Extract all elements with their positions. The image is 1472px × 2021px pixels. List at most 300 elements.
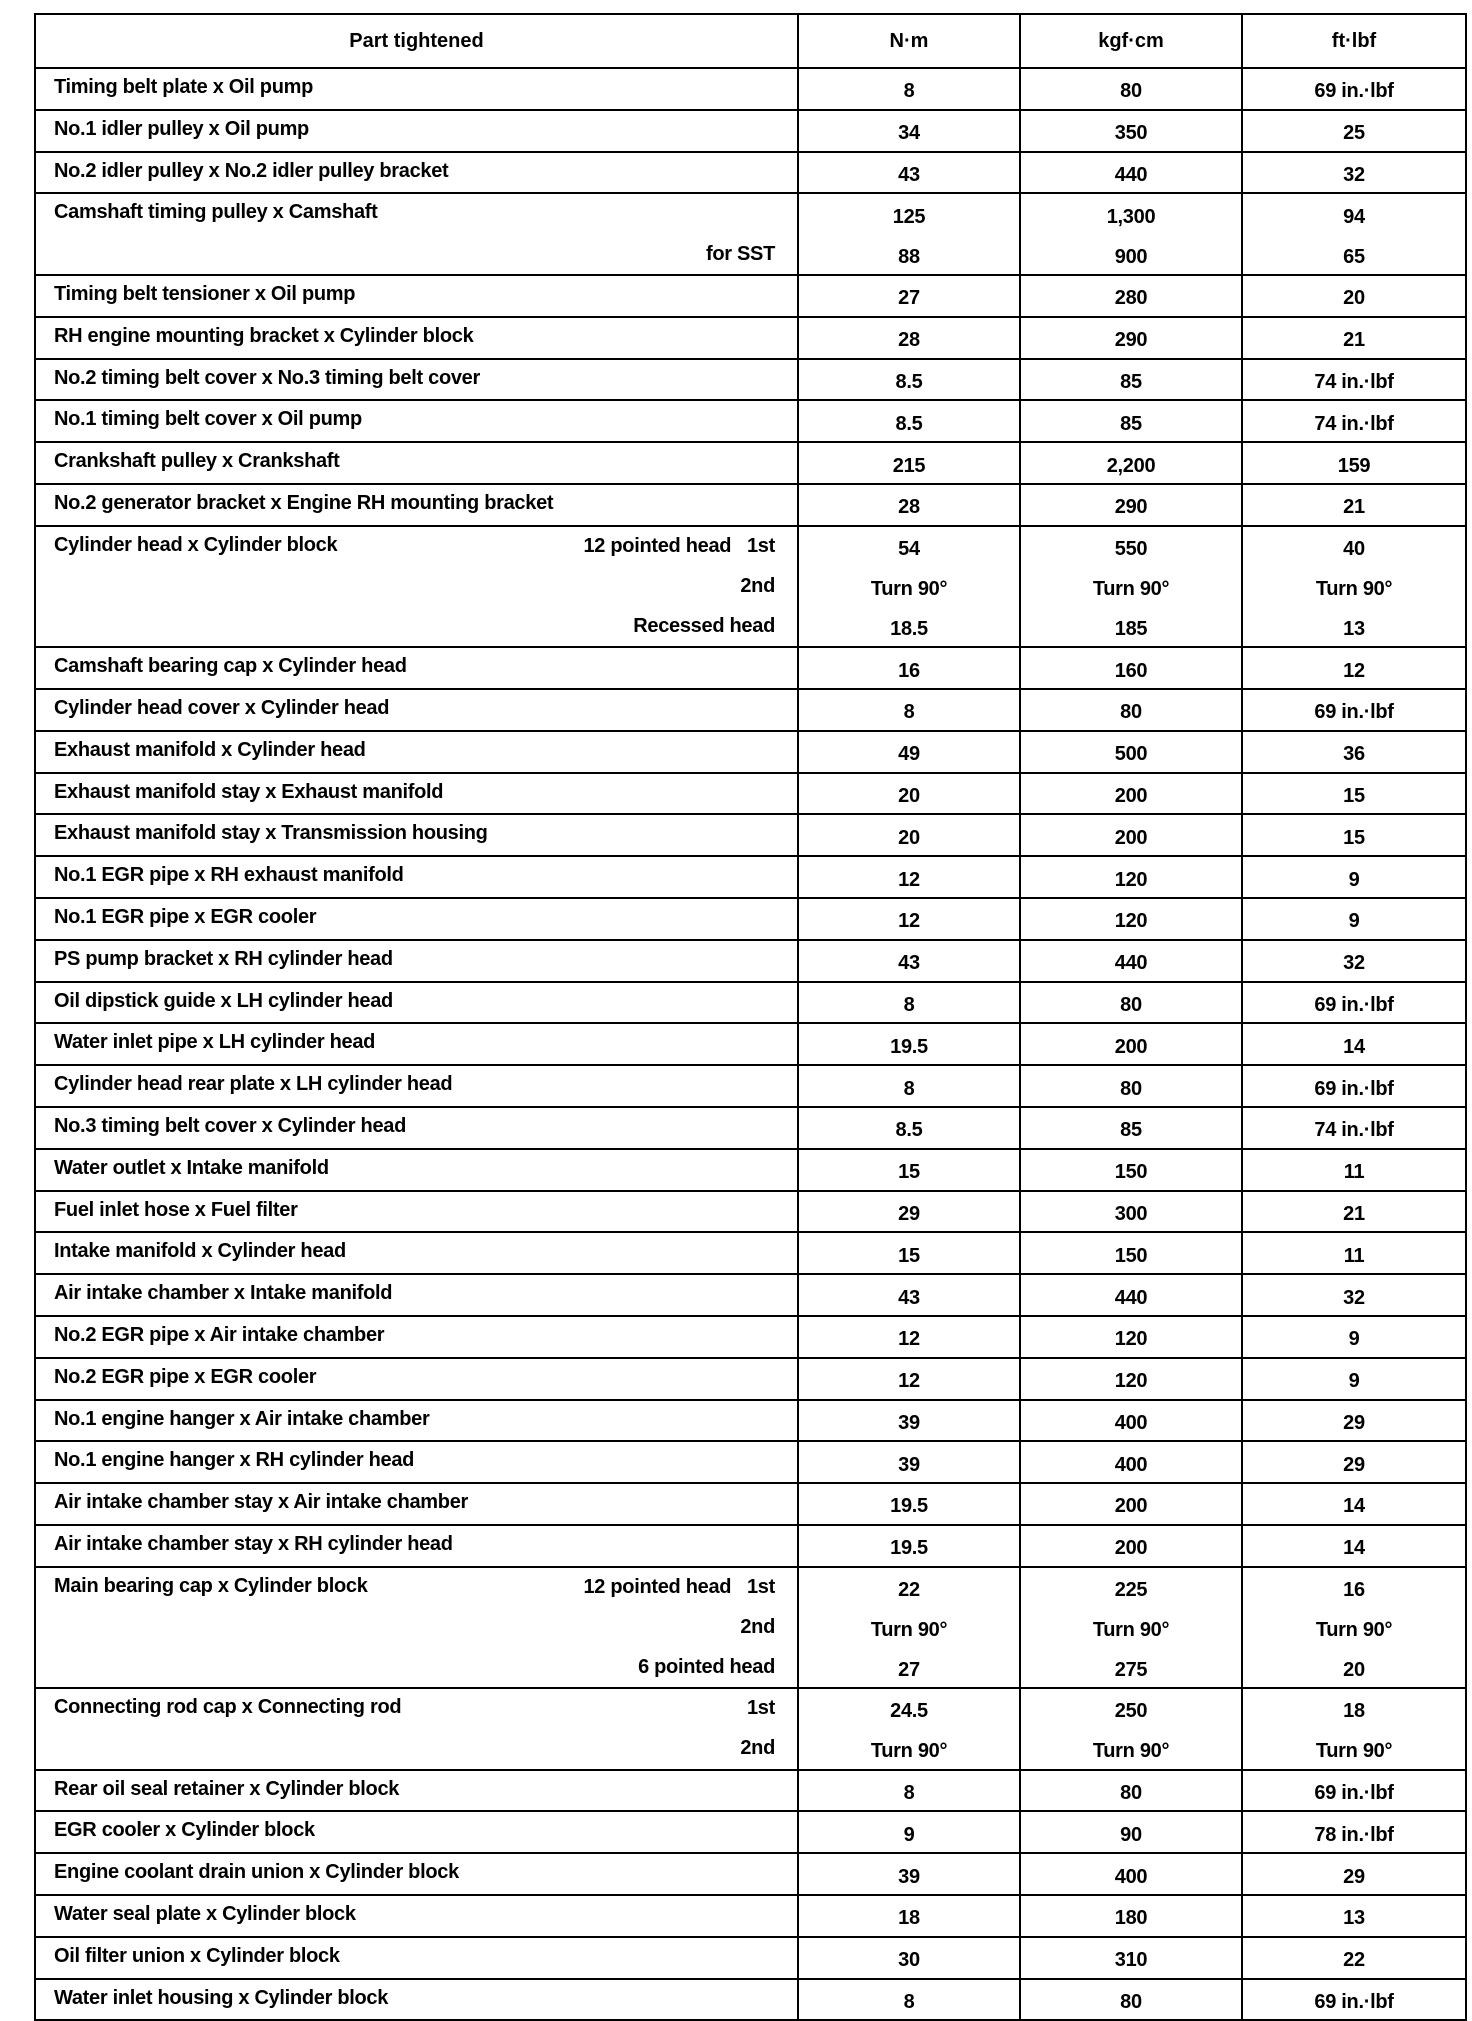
part-cell	[36, 1275, 799, 1315]
part-name: Water inlet housing x Cylinder block	[54, 1986, 389, 2009]
nm-cell	[799, 1980, 1021, 2020]
part-name: Air intake chamber stay x Air intake chamber	[54, 1491, 469, 1514]
kgf-cm-value: 80	[1120, 1991, 1142, 2014]
nm-value: 215	[892, 454, 926, 477]
kgf-cm-value: 90	[1120, 1823, 1142, 1846]
ft-lbf-value: 78 in.·lbf	[1314, 1823, 1394, 1846]
ft-lbf-cell	[1243, 1484, 1465, 1524]
table-row	[36, 983, 1465, 1025]
part-name: Air intake chamber x Intake manifold	[54, 1282, 393, 1305]
kgf-cm-cell	[1021, 111, 1243, 151]
kgf-cm-value: 400	[1114, 1411, 1148, 1434]
kgf-cm-cell	[1021, 276, 1243, 316]
table-row	[36, 774, 1465, 816]
part-name: Oil filter union x Cylinder block	[54, 1944, 340, 1967]
part-cell	[36, 732, 799, 772]
ft-lbf-cell	[1243, 983, 1465, 1023]
part-cell	[36, 1812, 799, 1852]
part-sub-label: 2nd	[740, 1615, 775, 1638]
table-row	[36, 276, 1465, 318]
part-name: RH engine mounting bracket x Cylinder block	[54, 324, 474, 347]
table-row	[36, 527, 1465, 648]
part-cell	[36, 1526, 799, 1566]
nm-cell	[799, 774, 1021, 814]
nm-value: 8.5	[895, 1119, 923, 1142]
ft-lbf-value: 94	[1343, 205, 1365, 228]
nm-value: 27	[898, 287, 920, 310]
kgf-cm-value: 180	[1114, 1907, 1148, 1930]
kgf-cm-value: Turn 90°	[1092, 1740, 1170, 1763]
ft-lbf-value: 14	[1343, 1537, 1365, 1560]
ft-lbf-cell	[1243, 1980, 1465, 2020]
nm-value: 39	[898, 1453, 920, 1476]
nm-cell	[799, 443, 1021, 483]
ft-lbf-cell	[1243, 690, 1465, 730]
part-cell	[36, 1150, 799, 1190]
ft-lbf-cell	[1243, 1526, 1465, 1566]
part-name: No.2 EGR pipe x Air intake chamber	[54, 1323, 385, 1346]
ft-lbf-value: 9	[1348, 1328, 1360, 1351]
table-row	[36, 899, 1465, 941]
table-row	[36, 1150, 1465, 1192]
nm-value: Turn 90°	[870, 1740, 948, 1763]
nm-cell	[799, 401, 1021, 441]
part-name: Cylinder head rear plate x LH cylinder head	[54, 1073, 453, 1096]
part-cell	[36, 318, 799, 358]
table-row	[36, 443, 1465, 485]
ft-lbf-cell	[1243, 1066, 1465, 1106]
nm-value: 8	[903, 1077, 915, 1100]
ft-lbf-value: 32	[1343, 1286, 1365, 1309]
nm-value: 88	[898, 245, 920, 268]
kgf-cm-value: 200	[1114, 1495, 1148, 1518]
nm-cell	[799, 1359, 1021, 1399]
kgf-cm-cell	[1021, 1275, 1243, 1315]
table-row	[36, 1938, 1465, 1980]
nm-value: 12	[898, 910, 920, 933]
ft-lbf-value: 159	[1337, 454, 1371, 477]
part-name: Water seal plate x Cylinder block	[54, 1903, 356, 1926]
part-name: No.2 idler pulley x No.2 idler pulley bracket	[54, 159, 449, 182]
nm-value: 43	[898, 952, 920, 975]
kgf-cm-cell	[1021, 1812, 1243, 1852]
part-cell	[36, 1442, 799, 1482]
ft-lbf-value: 14	[1343, 1035, 1365, 1058]
kgf-cm-value: 200	[1114, 1035, 1148, 1058]
part-name: Timing belt tensioner x Oil pump	[54, 282, 356, 305]
part-cell	[36, 111, 799, 151]
nm-cell	[799, 1812, 1021, 1852]
table-row	[36, 732, 1465, 774]
kgf-cm-cell	[1021, 1024, 1243, 1064]
part-name: Cylinder head x Cylinder block	[54, 533, 338, 556]
ft-lbf-cell	[1243, 153, 1465, 193]
kgf-cm-value: 80	[1120, 1077, 1142, 1100]
nm-cell	[799, 1066, 1021, 1106]
nm-value: 30	[898, 1949, 920, 1972]
ft-lbf-cell	[1243, 443, 1465, 483]
ft-lbf-value: 32	[1343, 163, 1365, 186]
kgf-cm-cell	[1021, 1066, 1243, 1106]
part-name: No.1 engine hanger x Air intake chamber	[54, 1407, 430, 1430]
ft-lbf-value: 13	[1343, 1907, 1365, 1930]
part-cell	[36, 690, 799, 730]
part-cell	[36, 1359, 799, 1399]
table-row	[36, 648, 1465, 690]
nm-value: 19.5	[890, 1035, 928, 1058]
ft-lbf-value: 29	[1343, 1411, 1365, 1434]
table-row	[36, 857, 1465, 899]
kgf-cm-cell	[1021, 1442, 1243, 1482]
kgf-cm-cell	[1021, 774, 1243, 814]
part-name: No.2 generator bracket x Engine RH mounting bracket	[54, 491, 554, 514]
part-cell	[36, 648, 799, 688]
nm-value: 19.5	[890, 1537, 928, 1560]
part-cell	[36, 1192, 799, 1232]
ft-lbf-cell	[1243, 941, 1465, 981]
nm-value: 29	[898, 1202, 920, 1225]
ft-lbf-value: 22	[1343, 1949, 1365, 1972]
ft-lbf-value: 20	[1343, 287, 1365, 310]
ft-lbf-value: 9	[1348, 868, 1360, 891]
nm-cell	[799, 1233, 1021, 1273]
part-name: Exhaust manifold stay x Transmission housing	[54, 822, 488, 845]
table-row	[36, 1526, 1465, 1568]
ft-lbf-value: 18	[1343, 1700, 1365, 1723]
kgf-cm-value: 290	[1114, 496, 1148, 519]
table-row	[36, 941, 1465, 983]
kgf-cm-value: 185	[1114, 617, 1148, 640]
kgf-cm-cell	[1021, 1689, 1243, 1769]
ft-lbf-value: 69 in.·lbf	[1314, 80, 1394, 103]
nm-value: 43	[898, 163, 920, 186]
nm-cell	[799, 111, 1021, 151]
kgf-cm-cell	[1021, 690, 1243, 730]
nm-value: 8	[903, 1782, 915, 1805]
ft-lbf-value: 29	[1343, 1453, 1365, 1476]
kgf-cm-cell	[1021, 1108, 1243, 1148]
part-cell	[36, 1317, 799, 1357]
nm-cell	[799, 1442, 1021, 1482]
kgf-cm-cell	[1021, 194, 1243, 274]
kgf-cm-value: 1,300	[1106, 205, 1156, 228]
ft-lbf-cell	[1243, 111, 1465, 151]
kgf-cm-cell	[1021, 983, 1243, 1023]
nm-cell	[799, 1401, 1021, 1441]
nm-cell	[799, 815, 1021, 855]
part-cell	[36, 1066, 799, 1106]
nm-value: 24.5	[890, 1700, 928, 1723]
header-kgf-cm: kgf·cm	[1021, 15, 1243, 67]
ft-lbf-cell	[1243, 360, 1465, 400]
part-sub-label: for SST	[705, 242, 775, 265]
ft-lbf-cell	[1243, 899, 1465, 939]
part-cell	[36, 276, 799, 316]
ft-lbf-value: 69 in.·lbf	[1314, 1782, 1394, 1805]
table-row	[36, 1359, 1465, 1401]
part-cell	[36, 1024, 799, 1064]
ft-lbf-value: 32	[1343, 952, 1365, 975]
nm-cell	[799, 857, 1021, 897]
part-name: PS pump bracket x RH cylinder head	[54, 947, 393, 970]
part-name: Air intake chamber stay x RH cylinder head	[54, 1532, 453, 1555]
part-cell	[36, 941, 799, 981]
part-name: Fuel inlet hose x Fuel filter	[54, 1198, 298, 1221]
kgf-cm-cell	[1021, 1192, 1243, 1232]
kgf-cm-cell	[1021, 815, 1243, 855]
part-cell	[36, 1771, 799, 1811]
kgf-cm-value: 440	[1114, 163, 1148, 186]
ft-lbf-cell	[1243, 485, 1465, 525]
nm-cell	[799, 1024, 1021, 1064]
header-part-tightened: Part tightened	[36, 15, 799, 67]
nm-cell	[799, 1771, 1021, 1811]
ft-lbf-cell	[1243, 1317, 1465, 1357]
header-ft-lbf: ft·lbf	[1331, 29, 1377, 52]
kgf-cm-cell	[1021, 401, 1243, 441]
table-row	[36, 111, 1465, 153]
nm-cell	[799, 527, 1021, 646]
ft-lbf-value: 69 in.·lbf	[1314, 1077, 1394, 1100]
kgf-cm-cell	[1021, 1568, 1243, 1687]
kgf-cm-cell	[1021, 1896, 1243, 1936]
ft-lbf-cell	[1243, 1568, 1465, 1687]
nm-cell	[799, 1108, 1021, 1148]
part-cell	[36, 1568, 799, 1687]
header-nm: N·m	[799, 15, 1021, 67]
nm-value: 8	[903, 80, 915, 103]
kgf-cm-cell	[1021, 1317, 1243, 1357]
table-row	[36, 1980, 1465, 2020]
kgf-cm-value: 225	[1114, 1579, 1148, 1602]
part-name: Exhaust manifold x Cylinder head	[54, 738, 366, 761]
part-name: No.3 timing belt cover x Cylinder head	[54, 1114, 407, 1137]
kgf-cm-value: 120	[1114, 868, 1148, 891]
ft-lbf-value: 9	[1348, 910, 1360, 933]
part-name: Camshaft timing pulley x Camshaft	[54, 201, 378, 224]
table-row	[36, 1275, 1465, 1317]
ft-lbf-cell	[1243, 1896, 1465, 1936]
ft-lbf-value: 69 in.·lbf	[1314, 993, 1394, 1016]
nm-value: 12	[898, 868, 920, 891]
kgf-cm-value: 150	[1114, 1161, 1148, 1184]
part-cell	[36, 774, 799, 814]
kgf-cm-value: 150	[1114, 1244, 1148, 1267]
kgf-cm-value: 80	[1120, 80, 1142, 103]
table-row	[36, 1568, 1465, 1689]
ft-lbf-value: 12	[1343, 659, 1365, 682]
kgf-cm-cell	[1021, 732, 1243, 772]
nm-cell	[799, 1854, 1021, 1894]
kgf-cm-value: 160	[1114, 659, 1148, 682]
part-name: No.2 timing belt cover x No.3 timing belt cover	[54, 366, 480, 389]
nm-value: 125	[892, 205, 926, 228]
table-row	[36, 485, 1465, 527]
part-sub-label: 12 pointed head 1st	[583, 1576, 775, 1599]
nm-cell	[799, 194, 1021, 274]
ft-lbf-cell	[1243, 1442, 1465, 1482]
nm-cell	[799, 1526, 1021, 1566]
ft-lbf-cell	[1243, 648, 1465, 688]
nm-cell	[799, 276, 1021, 316]
ft-lbf-value: 69 in.·lbf	[1314, 1991, 1394, 2014]
ft-lbf-value: 69 in.·lbf	[1314, 701, 1394, 724]
part-cell	[36, 485, 799, 525]
kgf-cm-cell	[1021, 527, 1243, 646]
nm-value: 39	[898, 1865, 920, 1888]
ft-lbf-cell	[1243, 194, 1465, 274]
table-row	[36, 1066, 1465, 1108]
part-cell	[36, 1938, 799, 1978]
nm-cell	[799, 732, 1021, 772]
nm-value: 18.5	[890, 617, 928, 640]
nm-cell	[799, 1275, 1021, 1315]
nm-value: 28	[898, 329, 920, 352]
kgf-cm-value: 900	[1114, 245, 1148, 268]
kgf-cm-cell	[1021, 69, 1243, 109]
table-row	[36, 194, 1465, 276]
nm-cell	[799, 69, 1021, 109]
table-row	[36, 69, 1465, 111]
ft-lbf-cell	[1243, 1192, 1465, 1232]
nm-cell	[799, 1689, 1021, 1769]
ft-lbf-value: 74 in.·lbf	[1314, 370, 1394, 393]
nm-cell	[799, 1484, 1021, 1524]
kgf-cm-cell	[1021, 1359, 1243, 1399]
table-row	[36, 153, 1465, 195]
kgf-cm-cell	[1021, 1233, 1243, 1273]
ft-lbf-cell	[1243, 527, 1465, 646]
ft-lbf-value: 74 in.·lbf	[1314, 412, 1394, 435]
part-cell	[36, 194, 799, 274]
part-cell	[36, 360, 799, 400]
nm-cell	[799, 983, 1021, 1023]
kgf-cm-cell	[1021, 443, 1243, 483]
part-name: Connecting rod cap x Connecting rod	[54, 1696, 402, 1719]
kgf-cm-value: 400	[1114, 1865, 1148, 1888]
ft-lbf-value: 74 in.·lbf	[1314, 1119, 1394, 1142]
ft-lbf-value: 13	[1343, 617, 1365, 640]
ft-lbf-cell	[1243, 1233, 1465, 1273]
part-name: Rear oil seal retainer x Cylinder block	[54, 1777, 400, 1800]
table-row	[36, 1024, 1465, 1066]
table-row	[36, 1317, 1465, 1359]
table-row	[36, 1233, 1465, 1275]
nm-value: 8.5	[895, 370, 923, 393]
nm-value: 16	[898, 659, 920, 682]
nm-value: 15	[898, 1244, 920, 1267]
nm-cell	[799, 1568, 1021, 1687]
nm-cell	[799, 1896, 1021, 1936]
part-name: Camshaft bearing cap x Cylinder head	[54, 655, 407, 678]
nm-value: 8	[903, 701, 915, 724]
ft-lbf-cell	[1243, 857, 1465, 897]
kgf-cm-value: Turn 90°	[1092, 1618, 1170, 1641]
nm-value: 19.5	[890, 1495, 928, 1518]
ft-lbf-cell	[1243, 1689, 1465, 1769]
ft-lbf-value: 21	[1343, 329, 1365, 352]
torque-table	[34, 13, 1467, 2021]
nm-value: 8	[903, 993, 915, 1016]
ft-lbf-value: 21	[1343, 1202, 1365, 1225]
part-name: No.1 EGR pipe x EGR cooler	[54, 905, 317, 928]
kgf-cm-value: 120	[1114, 1370, 1148, 1393]
part-cell	[36, 443, 799, 483]
nm-value: 8	[903, 1991, 915, 2014]
ft-lbf-cell	[1243, 318, 1465, 358]
ft-lbf-cell	[1243, 1275, 1465, 1315]
ft-lbf-value: 15	[1343, 826, 1365, 849]
kgf-cm-value: 120	[1114, 1328, 1148, 1351]
kgf-cm-value: 200	[1114, 826, 1148, 849]
ft-lbf-value: 9	[1348, 1370, 1360, 1393]
part-name: Intake manifold x Cylinder head	[54, 1240, 346, 1263]
nm-cell	[799, 318, 1021, 358]
table-row	[36, 1896, 1465, 1938]
table-row	[36, 318, 1465, 360]
kgf-cm-value: 80	[1120, 993, 1142, 1016]
ft-lbf-cell	[1243, 732, 1465, 772]
nm-cell	[799, 360, 1021, 400]
table-row	[36, 690, 1465, 732]
kgf-cm-value: 500	[1114, 743, 1148, 766]
kgf-cm-value: 120	[1114, 910, 1148, 933]
nm-value: 43	[898, 1286, 920, 1309]
nm-cell	[799, 1317, 1021, 1357]
kgf-cm-value: Turn 90°	[1092, 577, 1170, 600]
part-name: No.1 engine hanger x RH cylinder head	[54, 1449, 415, 1472]
kgf-cm-value: 85	[1120, 1119, 1142, 1142]
nm-cell	[799, 1938, 1021, 1978]
part-sub-label: 1st	[746, 1697, 775, 1720]
ft-lbf-value: 11	[1343, 1244, 1365, 1267]
kgf-cm-value: 200	[1114, 784, 1148, 807]
kgf-cm-value: 80	[1120, 701, 1142, 724]
nm-value: 15	[898, 1161, 920, 1184]
nm-value: 8.5	[895, 412, 923, 435]
part-name: Crankshaft pulley x Crankshaft	[54, 450, 340, 473]
kgf-cm-cell	[1021, 899, 1243, 939]
ft-lbf-value: 11	[1343, 1161, 1365, 1184]
ft-lbf-value: 14	[1343, 1495, 1365, 1518]
part-name: No.1 EGR pipe x RH exhaust manifold	[54, 864, 404, 887]
kgf-cm-value: 250	[1114, 1700, 1148, 1723]
ft-lbf-cell	[1243, 276, 1465, 316]
ft-lbf-value: 40	[1343, 538, 1365, 561]
table-row	[36, 360, 1465, 402]
ft-lbf-cell	[1243, 815, 1465, 855]
nm-value: 34	[898, 122, 920, 145]
part-sub-label: 12 pointed head 1st	[583, 535, 775, 558]
ft-lbf-value: Turn 90°	[1315, 1740, 1393, 1763]
nm-value: Turn 90°	[870, 1618, 948, 1641]
ft-lbf-cell	[1243, 1812, 1465, 1852]
part-name: No.2 EGR pipe x EGR cooler	[54, 1365, 317, 1388]
kgf-cm-cell	[1021, 485, 1243, 525]
nm-value: 12	[898, 1328, 920, 1351]
kgf-cm-cell	[1021, 1980, 1243, 2020]
nm-value: 39	[898, 1411, 920, 1434]
nm-cell	[799, 153, 1021, 193]
part-cell	[36, 983, 799, 1023]
part-name: Exhaust manifold stay x Exhaust manifold	[54, 780, 444, 803]
table-row	[36, 1192, 1465, 1234]
kgf-cm-value: 200	[1114, 1537, 1148, 1560]
ft-lbf-cell	[1243, 774, 1465, 814]
ft-lbf-value: 21	[1343, 496, 1365, 519]
ft-lbf-value: 65	[1343, 245, 1365, 268]
part-cell	[36, 1484, 799, 1524]
